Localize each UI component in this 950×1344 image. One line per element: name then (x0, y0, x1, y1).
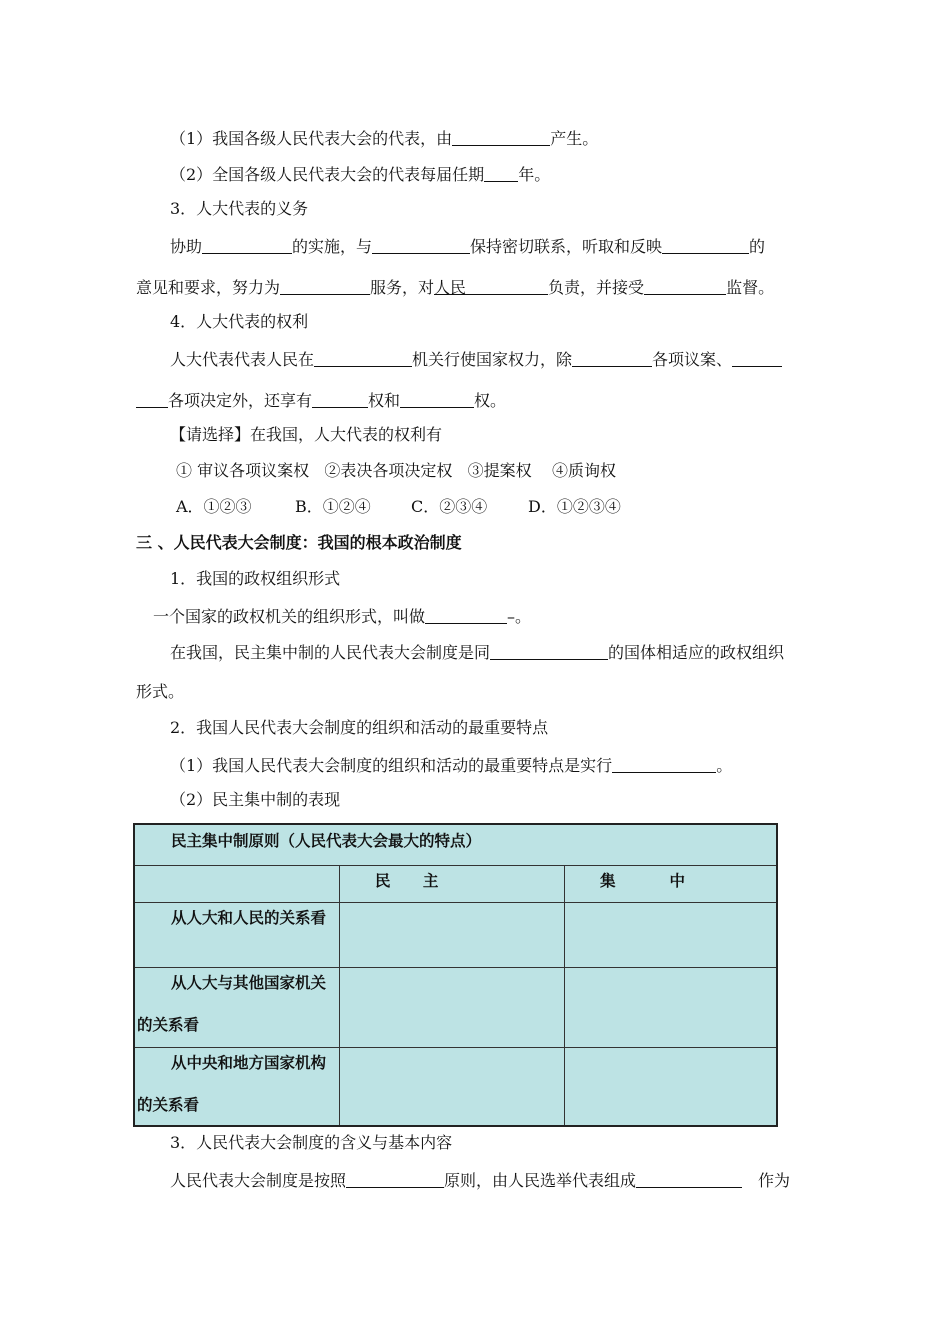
fill-blank[interactable] (662, 237, 749, 254)
text: 保持密切联系，听取和反映 (470, 237, 663, 256)
text: 在我国，民主集中制的人民代表大会制度是同 (170, 643, 491, 662)
choice-b[interactable]: B．①②④ (295, 497, 371, 516)
answer-cell[interactable] (341, 1049, 563, 1125)
text: 监督。 (726, 278, 775, 297)
fill-blank[interactable] (372, 237, 470, 254)
answer-cell[interactable] (341, 904, 563, 966)
text: 3．人民代表大会制度的含义与基本内容 (170, 1133, 453, 1152)
text-line (136, 389, 506, 411)
text: 机关行使国家权力，除 (412, 350, 573, 369)
text: 4．人大代表的权利 (170, 312, 309, 331)
fill-blank[interactable] (312, 391, 368, 408)
section-heading (170, 718, 548, 738)
column-header-democracy: 民 主 (375, 872, 439, 890)
fill-blank[interactable] (732, 350, 782, 367)
fill-blank[interactable] (280, 278, 370, 295)
text: 一个国家的政权机关的组织形式，叫做 (153, 607, 426, 626)
options-list (176, 461, 616, 481)
text: 3．人大代表的义务 (170, 199, 309, 218)
text-line (136, 682, 184, 702)
divider (135, 902, 776, 903)
fill-blank[interactable] (636, 1171, 742, 1188)
text: 【请选择】在我国，人大代表的权利有 (170, 425, 443, 444)
fill-blank[interactable] (202, 237, 292, 254)
text: ① 审议各项议案权 ②表决各项决定权 ③提案权 ④质询权 (176, 461, 616, 480)
answer-cell[interactable] (566, 904, 776, 966)
text: 的 (749, 237, 766, 256)
fill-blank[interactable] (346, 1171, 444, 1188)
section-heading (170, 1133, 452, 1153)
text: 产生。 (550, 129, 599, 148)
text-line (153, 605, 531, 627)
fill-blank[interactable] (136, 391, 168, 408)
column-header-centralism: 集 中 (600, 872, 685, 890)
section-heading (170, 569, 340, 589)
answer-cell[interactable] (566, 1049, 776, 1125)
text-line (170, 754, 732, 776)
fill-blank[interactable] (400, 391, 474, 408)
fill-blank[interactable] (484, 165, 518, 182)
row-header-central-local: 从中央和地方国家机构 (171, 1054, 327, 1072)
democratic-centralism-table (133, 823, 778, 1127)
text-line (136, 276, 774, 298)
text: （2）全国各级人民代表大会的代表每届任期 (170, 165, 485, 184)
section-title (136, 533, 462, 553)
text-line (170, 1169, 790, 1191)
answer-cell[interactable] (341, 969, 563, 1046)
text-line (170, 235, 765, 257)
fill-blank[interactable] (452, 129, 550, 146)
text: 协助 (170, 237, 203, 256)
fill-blank[interactable] (490, 643, 608, 660)
text: 三 、人民代表大会制度：我国的根本政治制度 (136, 533, 462, 552)
text: 2．我国人民代表大会制度的组织和活动的最重要特点 (170, 718, 549, 737)
text: 意见和要求，努力为 (136, 278, 281, 297)
choice-c[interactable]: C．②③④ (411, 497, 488, 516)
divider (339, 865, 340, 1125)
divider (135, 865, 776, 866)
text: 各项决定外，还享有 (168, 391, 313, 410)
text: 负责，并接受 (548, 278, 645, 297)
text: 作为 (758, 1171, 791, 1190)
fill-blank[interactable] (425, 607, 507, 624)
underlined-text: 人民 (434, 278, 467, 297)
question-prompt (170, 425, 442, 445)
section-heading (170, 312, 308, 332)
row-header-other-organs: 从人大与其他国家机关 (171, 974, 327, 992)
section-heading (170, 199, 308, 219)
text: 年。 (518, 165, 551, 184)
choice-d[interactable]: D．①②③④ (528, 497, 621, 516)
text: 1．我国的政权组织形式 (170, 569, 341, 588)
text: 原则，由人民选举代表组成 (444, 1171, 637, 1190)
text: 权和 (368, 391, 401, 410)
text: 形式。 (136, 682, 185, 701)
table-title: 民主集中制原则（人民代表大会最大的特点） (171, 832, 482, 850)
text: 服务，对 (370, 278, 435, 297)
text-line (170, 348, 782, 370)
divider (564, 865, 565, 1125)
fill-blank[interactable] (314, 350, 412, 367)
divider (135, 1047, 776, 1048)
text: –。 (507, 607, 532, 626)
text: 人大代表代表人民在 (170, 350, 315, 369)
fill-blank[interactable] (612, 756, 716, 773)
text: （1）我国各级人民代表大会的代表，由 (170, 129, 453, 148)
row-header-other-organs-cont: 的关系看 (137, 1016, 200, 1034)
text-line (170, 641, 784, 663)
answer-choices (176, 497, 621, 517)
text: 。 (716, 756, 733, 775)
text: （1）我国人民代表大会制度的组织和活动的最重要特点是实行 (170, 756, 613, 775)
divider (135, 967, 776, 968)
text: 权。 (474, 391, 507, 410)
fill-blank[interactable] (572, 350, 652, 367)
text: （2）民主集中制的表现 (170, 790, 341, 809)
row-header-people: 从人大和人民的关系看 (171, 909, 327, 927)
answer-cell[interactable] (566, 969, 776, 1046)
text-line (170, 127, 598, 149)
text-line (170, 163, 550, 185)
text-line (170, 790, 340, 810)
text: 的实施，与 (292, 237, 373, 256)
fill-blank[interactable] (466, 278, 548, 295)
choice-a[interactable]: A．①②③ (176, 497, 252, 516)
text: 的国体相适应的政权组织 (608, 643, 785, 662)
fill-blank[interactable] (644, 278, 726, 295)
text: 各项议案、 (652, 350, 733, 369)
text: 人民代表大会制度是按照 (170, 1171, 347, 1190)
row-header-central-local-cont: 的关系看 (137, 1096, 200, 1114)
